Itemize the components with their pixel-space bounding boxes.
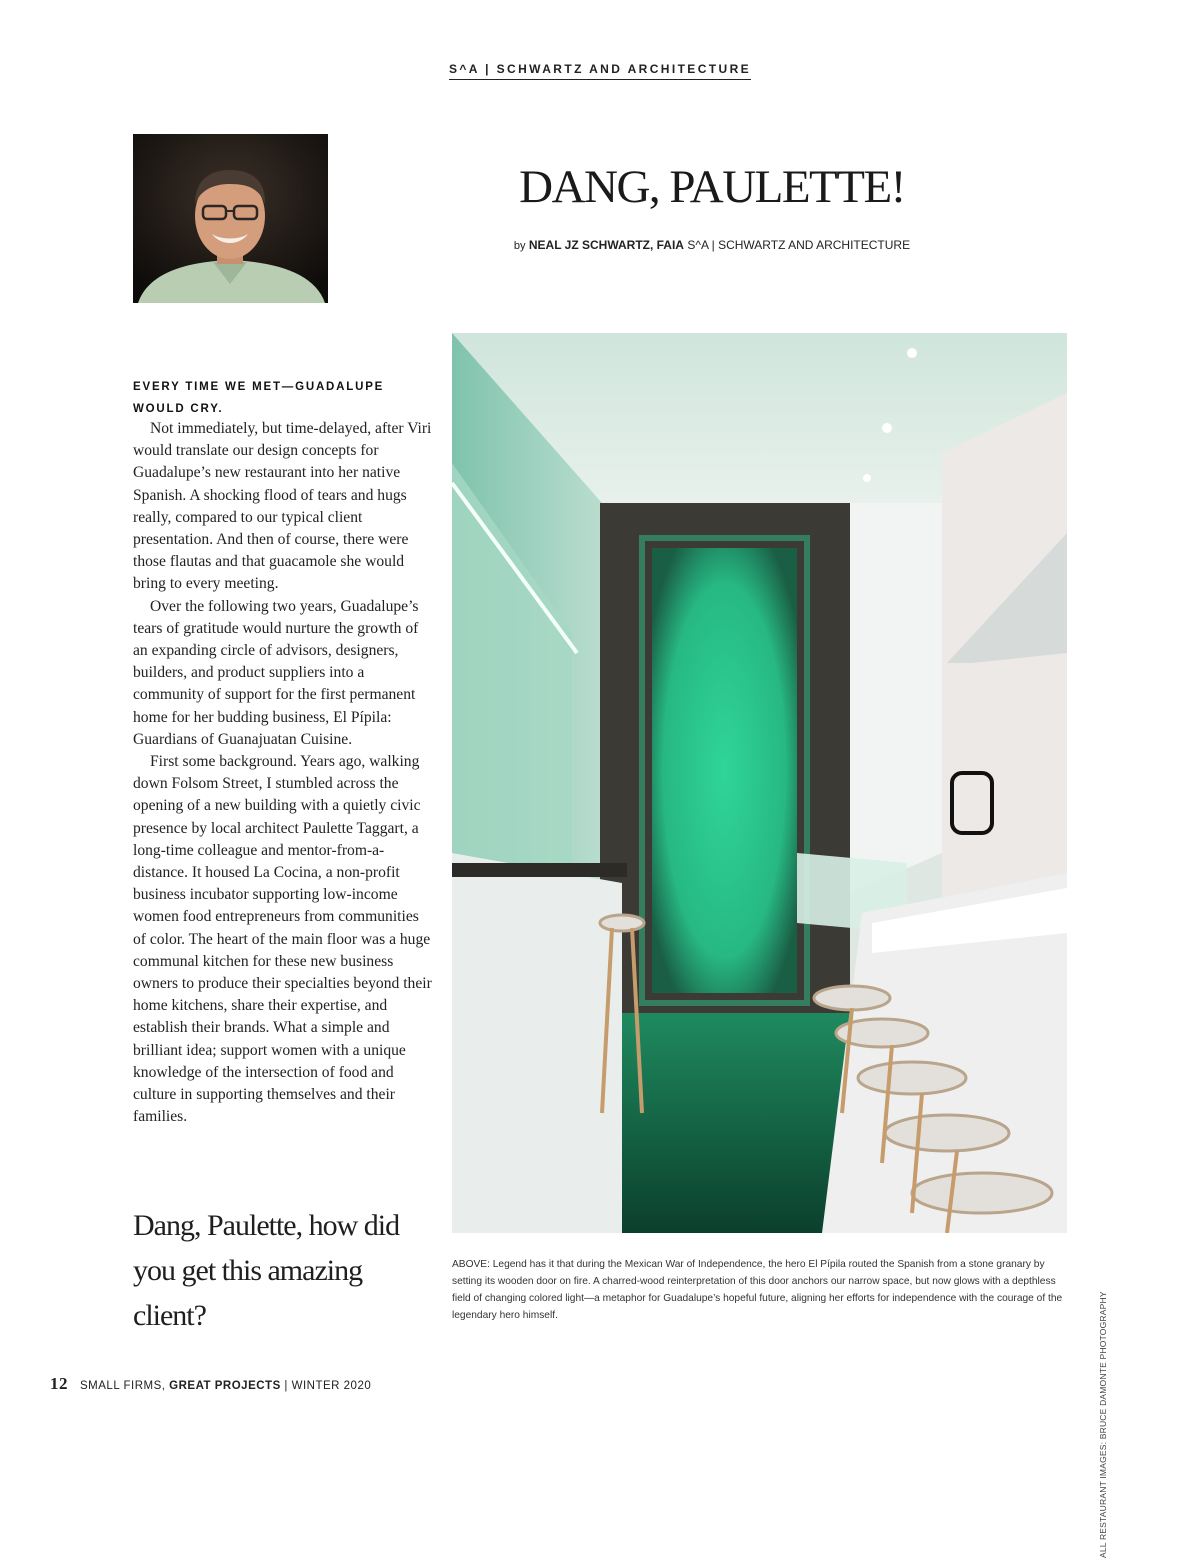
- body-paragraph-3: First some background. Years ago, walking down Folsom Street, I stumbled across the opening of a new building with a quietly civic presence by local architect Paulette Taggart, a long-time colleague and mentor-from-a-distance. It housed La Cocina, a non-profit business incubator supporting low-income women food entrepreneurs from communities of color. The heart of the main floor was a huge communal kitchen for these new business owners to produce their specialties beyond their home kitchens, share their expertise, and establish their brands. What a simple and brilliant idea; support women with a unique knowledge of the intersection of food and culture in supporting themselves and their families.: [133, 753, 432, 1126]
- page-footer: [50, 1374, 650, 1394]
- article-body: [133, 418, 433, 1129]
- restaurant-photo: [452, 333, 1067, 1233]
- issue-label: | WINTER 2020: [280, 1380, 372, 1392]
- pull-quote: Dang, Paulette, how did you get this amazing client?: [133, 1209, 400, 1332]
- photo-credit: [1098, 1078, 1110, 1558]
- section-kicker: [0, 62, 1200, 80]
- lede-heading: EVERY TIME WE MET—GUADALUPE WOULD CRY.: [133, 381, 385, 415]
- byline-prefix: by: [513, 240, 526, 252]
- author-portrait: [133, 134, 328, 303]
- kicker-text: S^A | SCHWARTZ AND ARCHITECTURE: [449, 62, 751, 80]
- restaurant-photo-art: [452, 333, 1067, 1233]
- photo-credit-text: ALL RESTAURANT IMAGES: BRUCE DAMONTE PHOTOGRAPHY: [1098, 1291, 1108, 1558]
- photo-caption: ABOVE: Legend has it that during the Mexican War of Independence, the hero El Pípila routed the Spanish from a stone granary by setting its wooden door on fire. A charred-wood reinterpretation of this door anchors our narrow space, but now glows with a depthless field of changing colored light—a metaphor for Guadalupe’s hopeful future, aligning her efforts for independence with the courage of the legendary hero himself.: [452, 1259, 1063, 1321]
- byline: [452, 238, 972, 252]
- body-paragraph-1: Not immediately, but time-delayed, after Viri would translate our design concepts for Guadalupe’s new restaurant into her native Spanish. A shocking flood of tears and hugs really, compared to our typical client presentation. And then of course, there were those flautas and that guacamole she would bring to every meeting.: [133, 420, 432, 593]
- article-title: DANG, PAULETTE!: [519, 161, 905, 213]
- byline-firm: S^A | SCHWARTZ AND ARCHITECTURE: [687, 238, 911, 252]
- publication-name-bold: GREAT PROJECTS: [169, 1380, 281, 1392]
- body-paragraph-2: Over the following two years, Guadalupe’s tears of gratitude would nurture the growth of an expanding circle of advisors, designers, builders, and product suppliers into a community of support for the first permanent home for her budding business, El Pípila: Guardians of Guanajuatan Cuisine.: [133, 597, 419, 748]
- byline-author: NEAL JZ SCHWARTZ, FAIA: [528, 238, 684, 252]
- page-number: 12: [50, 1374, 68, 1393]
- publication-name-pre: SMALL FIRMS,: [80, 1380, 170, 1392]
- author-portrait-art: [133, 134, 328, 303]
